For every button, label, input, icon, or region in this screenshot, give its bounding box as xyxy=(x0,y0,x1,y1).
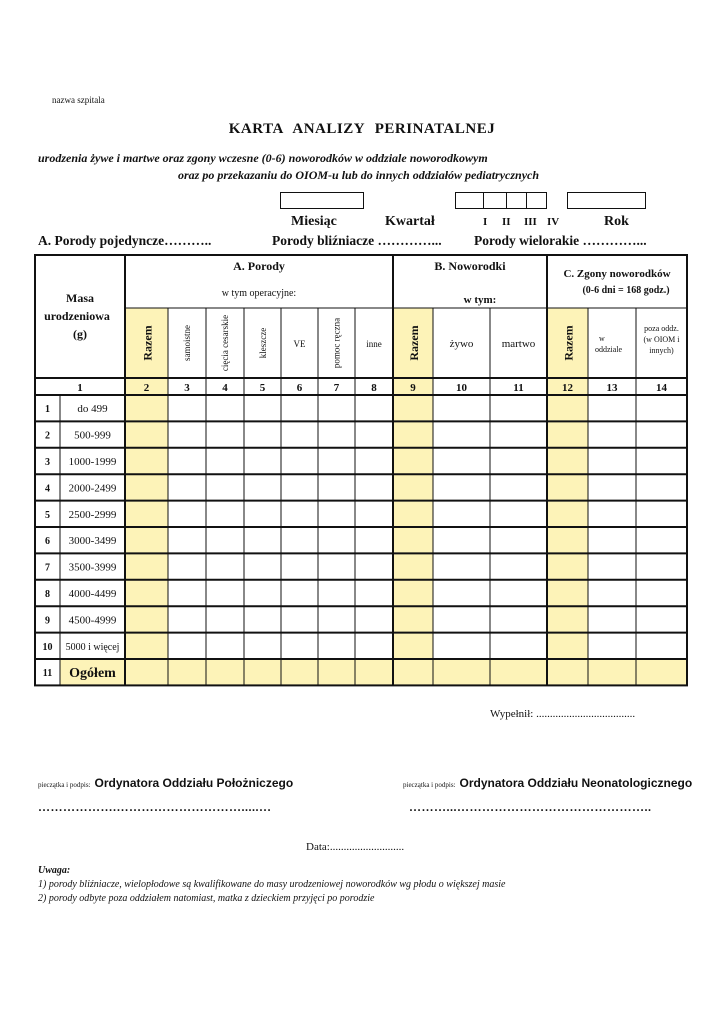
quarter-iv: IV xyxy=(547,216,560,228)
row-label: 4500-4999 xyxy=(68,614,117,627)
group-a-sub: w tym operacyjne: xyxy=(221,288,297,299)
row-number: 4 xyxy=(45,483,50,495)
col-number-11: 11 xyxy=(513,382,524,394)
multiple-births: Porody wielorakie …………... xyxy=(474,233,647,248)
row-number: 5 xyxy=(45,509,50,521)
note-1: 1) porody bliźniacze, wielopłodowe są kwalifikowane do masy urodzeniowej noworodków wg płodu o większej masie xyxy=(38,879,506,890)
row-label: 3500-3999 xyxy=(68,561,117,574)
mass-header-3: (g) xyxy=(73,327,87,341)
col-number-6: 6 xyxy=(296,382,303,394)
col-number-12: 12 xyxy=(562,382,573,394)
razem-highlight xyxy=(125,308,168,685)
date-field: Data:........................... xyxy=(306,841,405,853)
note-2: 2) porody odbyte poza oddziałem natomiast, matka z dzieckiem przyjęci po porodzie xyxy=(38,893,375,904)
right-signature-block xyxy=(403,774,692,792)
row-label-total: Ogółem xyxy=(69,666,116,682)
right-signature-line: ………...……………………………………….. xyxy=(409,800,652,814)
row-label: 500-999 xyxy=(74,429,111,442)
month-label: Miesiąc xyxy=(291,214,337,229)
row-label: 4000-4499 xyxy=(68,588,117,600)
razem-highlight xyxy=(547,308,588,685)
col-number-3: 3 xyxy=(184,382,190,394)
left-stamp-label: pieczątka i podpis: xyxy=(38,781,91,789)
group-c-sub: (0-6 dni = 168 godz.) xyxy=(582,285,670,296)
row-label: 3000-3499 xyxy=(68,535,117,548)
col-number-8: 8 xyxy=(371,382,377,394)
a-col-2: kleszcze xyxy=(258,327,268,359)
razem-highlight xyxy=(393,308,433,685)
c-col-ward-1: w xyxy=(599,334,605,343)
highlight-fills xyxy=(60,308,687,685)
row-label: 2500-2999 xyxy=(68,508,117,521)
razem-a: Razem xyxy=(140,325,155,361)
row-number: 10 xyxy=(42,641,53,653)
quarter-i: I xyxy=(483,216,488,228)
left-signature-title: Ordynatora Oddziału Położniczego xyxy=(94,776,294,790)
right-signature-title: Ordynatora Oddziału Neonatologicznego xyxy=(459,776,693,790)
row-number: 7 xyxy=(45,562,50,574)
subtitle-line-2: oraz po przekazaniu do OIOM-u lub do innych oddziałów pediatrycznych xyxy=(178,168,540,182)
row-number: 3 xyxy=(45,457,50,468)
row-number: 6 xyxy=(45,536,50,548)
c-col-out-2: innych) xyxy=(649,346,674,355)
quarter-ii: II xyxy=(502,216,511,228)
a-col-1: cięcia cesarskie xyxy=(220,314,230,372)
notes-title: Uwaga: xyxy=(38,865,71,876)
year-label: Rok xyxy=(604,214,629,229)
col-number-7: 7 xyxy=(333,382,340,394)
col-number-13: 13 xyxy=(606,382,618,394)
c-col-ward-2: oddziale xyxy=(595,345,623,354)
a-col-3: VE xyxy=(293,339,306,349)
col-number-10: 10 xyxy=(456,382,467,394)
row-label: 2000-2499 xyxy=(68,482,117,495)
c-col-out-1: (w OIOM i xyxy=(643,335,680,344)
row-label: 5000 i więcej xyxy=(65,641,120,653)
b-col-dead: martwo xyxy=(501,338,536,350)
quarter-label: Kwartał xyxy=(385,214,435,229)
filled-by: Wypełnił: .................................... xyxy=(490,708,636,720)
quarter-iii: III xyxy=(524,216,537,228)
row-number: 9 xyxy=(45,615,50,627)
subtitle-line-1: urodzenia żywe i martwe oraz zgony wczesne (0-6) noworodków w oddziale noworodkowym xyxy=(38,151,488,165)
col-number-1: 1 xyxy=(77,382,83,394)
row-label: 1000-1999 xyxy=(68,456,117,468)
left-signature-line: ……………….………………………….....… xyxy=(38,800,272,814)
col-number-14: 14 xyxy=(656,382,667,394)
a-col-5: inne xyxy=(366,339,382,349)
row-number: 8 xyxy=(45,589,50,600)
total-row-highlight xyxy=(60,659,687,685)
right-stamp-label: pieczątka i podpis: xyxy=(403,781,456,789)
a-col-0: samoistne xyxy=(182,325,192,361)
page-title: KARTA ANALIZY PERINATALNEJ xyxy=(228,121,496,137)
col-number-4: 4 xyxy=(222,382,228,394)
twin-births: Porody bliźniacze …………... xyxy=(272,233,442,248)
col-number-5: 5 xyxy=(259,382,266,394)
left-signature-block xyxy=(38,774,293,792)
razem-b: Razem xyxy=(407,325,421,361)
mass-header-1: Masa xyxy=(66,291,94,305)
col-number-2: 2 xyxy=(143,382,150,394)
hospital-name-label: nazwa szpitala xyxy=(52,95,105,105)
row-label: do 499 xyxy=(77,403,108,416)
c-col-out-0: poza oddz. xyxy=(644,324,679,333)
single-births: A. Porody pojedyncze……….. xyxy=(38,233,212,248)
group-c-header: C. Zgony noworodków xyxy=(563,268,671,280)
b-col-alive: żywo xyxy=(449,338,474,350)
razem-c: Razem xyxy=(561,325,576,361)
group-b-header: B. Noworodki xyxy=(434,259,506,273)
group-b-sub: w tym: xyxy=(463,294,497,306)
row-number: 1 xyxy=(45,404,50,416)
mass-header-2: urodzeniowa xyxy=(44,309,110,323)
group-a-header: A. Porody xyxy=(233,259,285,273)
row-number: 11 xyxy=(42,668,53,680)
row-number: 2 xyxy=(45,430,50,442)
col-number-9: 9 xyxy=(410,382,416,394)
a-col-4: pomoc ręczna xyxy=(331,317,342,369)
